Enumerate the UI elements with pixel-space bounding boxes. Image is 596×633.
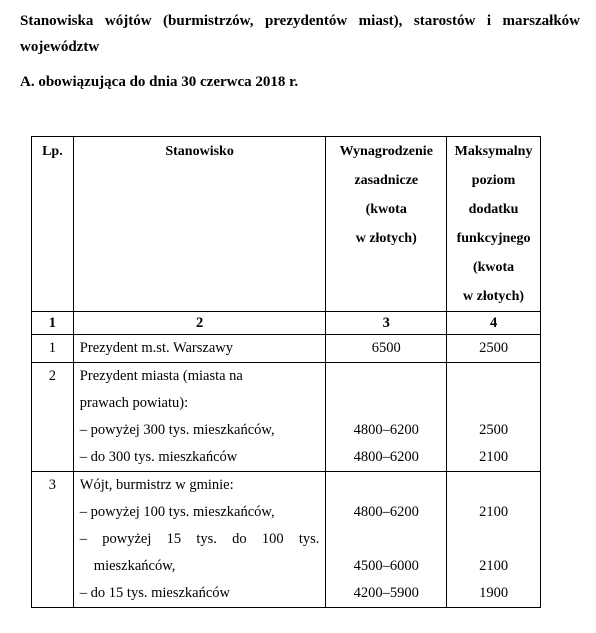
row-line-text: prawach powiatu): (79, 395, 189, 411)
document-title: Stanowiska wójtów (burmistrzów, prezydentów miast), starostów i marszałków województw (20, 13, 580, 55)
header-dodatek-line: funkcyjnego (456, 231, 531, 246)
row-lp: 2 (32, 363, 74, 472)
table-row (32, 363, 541, 472)
header-dodatek (447, 137, 541, 312)
salary-table (31, 136, 541, 608)
row-stanowisko (73, 472, 326, 608)
row-dodatek (447, 363, 541, 472)
row-line-text: – powyżej 300 tys. mieszkańców, (79, 422, 275, 438)
row-line-wyn: 4800–6200 (353, 422, 419, 438)
row-wynagrodzenie (326, 363, 447, 472)
row-line-text: Wójt, burmistrz w gminie: (79, 477, 234, 493)
header-wynagrodzenie-line: (kwota (365, 202, 407, 217)
document-subtitle: A. obowiązująca do dnia 30 czerwca 2018 r. (20, 74, 299, 90)
row-line-wyn: 4800–6200 (353, 504, 419, 520)
header-wynagrodzenie-line: Wynagrodzenie (339, 144, 433, 159)
row-line-wyn: 4200–5900 (353, 585, 419, 601)
row-line-text: – do 300 tys. mieszkańców (79, 449, 238, 465)
row-line-wyn: 6500 (371, 340, 401, 356)
header-lp: Lp. (32, 137, 74, 312)
row-lp: 1 (32, 335, 74, 363)
column-number: 4 (447, 312, 541, 335)
row-line-text: Prezydent miasta (miasta na (79, 368, 243, 384)
header-wynagrodzenie-line: zasadnicze (354, 173, 419, 188)
row-line-text: mieszkańców, (93, 558, 176, 574)
row-line-dod: 2500 (479, 340, 509, 356)
row-line-text: – powyżej 100 tys. mieszkańców, (79, 504, 275, 520)
row-lp: 3 (32, 472, 74, 608)
row-line-dod: 2100 (479, 558, 509, 574)
header-dodatek-line: (kwota (472, 260, 515, 275)
row-dodatek (447, 335, 541, 363)
header-wynagrodzenie (326, 137, 447, 312)
row-line-text: – powyżej 15 tys. do 100 tys. (79, 531, 320, 547)
row-line-dod: 2100 (479, 449, 509, 465)
row-line-wyn: 4800–6200 (353, 449, 419, 465)
row-wynagrodzenie (326, 472, 447, 608)
column-number: 2 (73, 312, 326, 335)
column-number: 3 (326, 312, 447, 335)
column-number: 1 (32, 312, 74, 335)
column-number-row (32, 312, 541, 335)
header-stanowisko: Stanowisko (73, 137, 326, 312)
row-line-wyn: 4500–6000 (353, 558, 419, 574)
row-line-dod: 2500 (479, 422, 509, 438)
table-row (32, 472, 541, 608)
row-stanowisko (73, 335, 326, 363)
row-dodatek (447, 472, 541, 608)
header-dodatek-line: Maksymalny (454, 144, 533, 159)
header-wynagrodzenie-line: w złotych) (355, 231, 417, 246)
row-stanowisko (73, 363, 326, 472)
table-row (32, 335, 541, 363)
row-line-dod: 2100 (479, 504, 509, 520)
row-line-dod: 1900 (479, 585, 509, 601)
row-line-text: – do 15 tys. mieszkańców (79, 585, 231, 601)
row-wynagrodzenie (326, 335, 447, 363)
header-row (32, 137, 541, 312)
header-dodatek-line: dodatku (468, 202, 519, 217)
row-line-text: Prezydent m.st. Warszawy (79, 340, 233, 356)
header-dodatek-line: poziom (471, 173, 516, 188)
header-dodatek-line: w złotych) (463, 289, 525, 304)
